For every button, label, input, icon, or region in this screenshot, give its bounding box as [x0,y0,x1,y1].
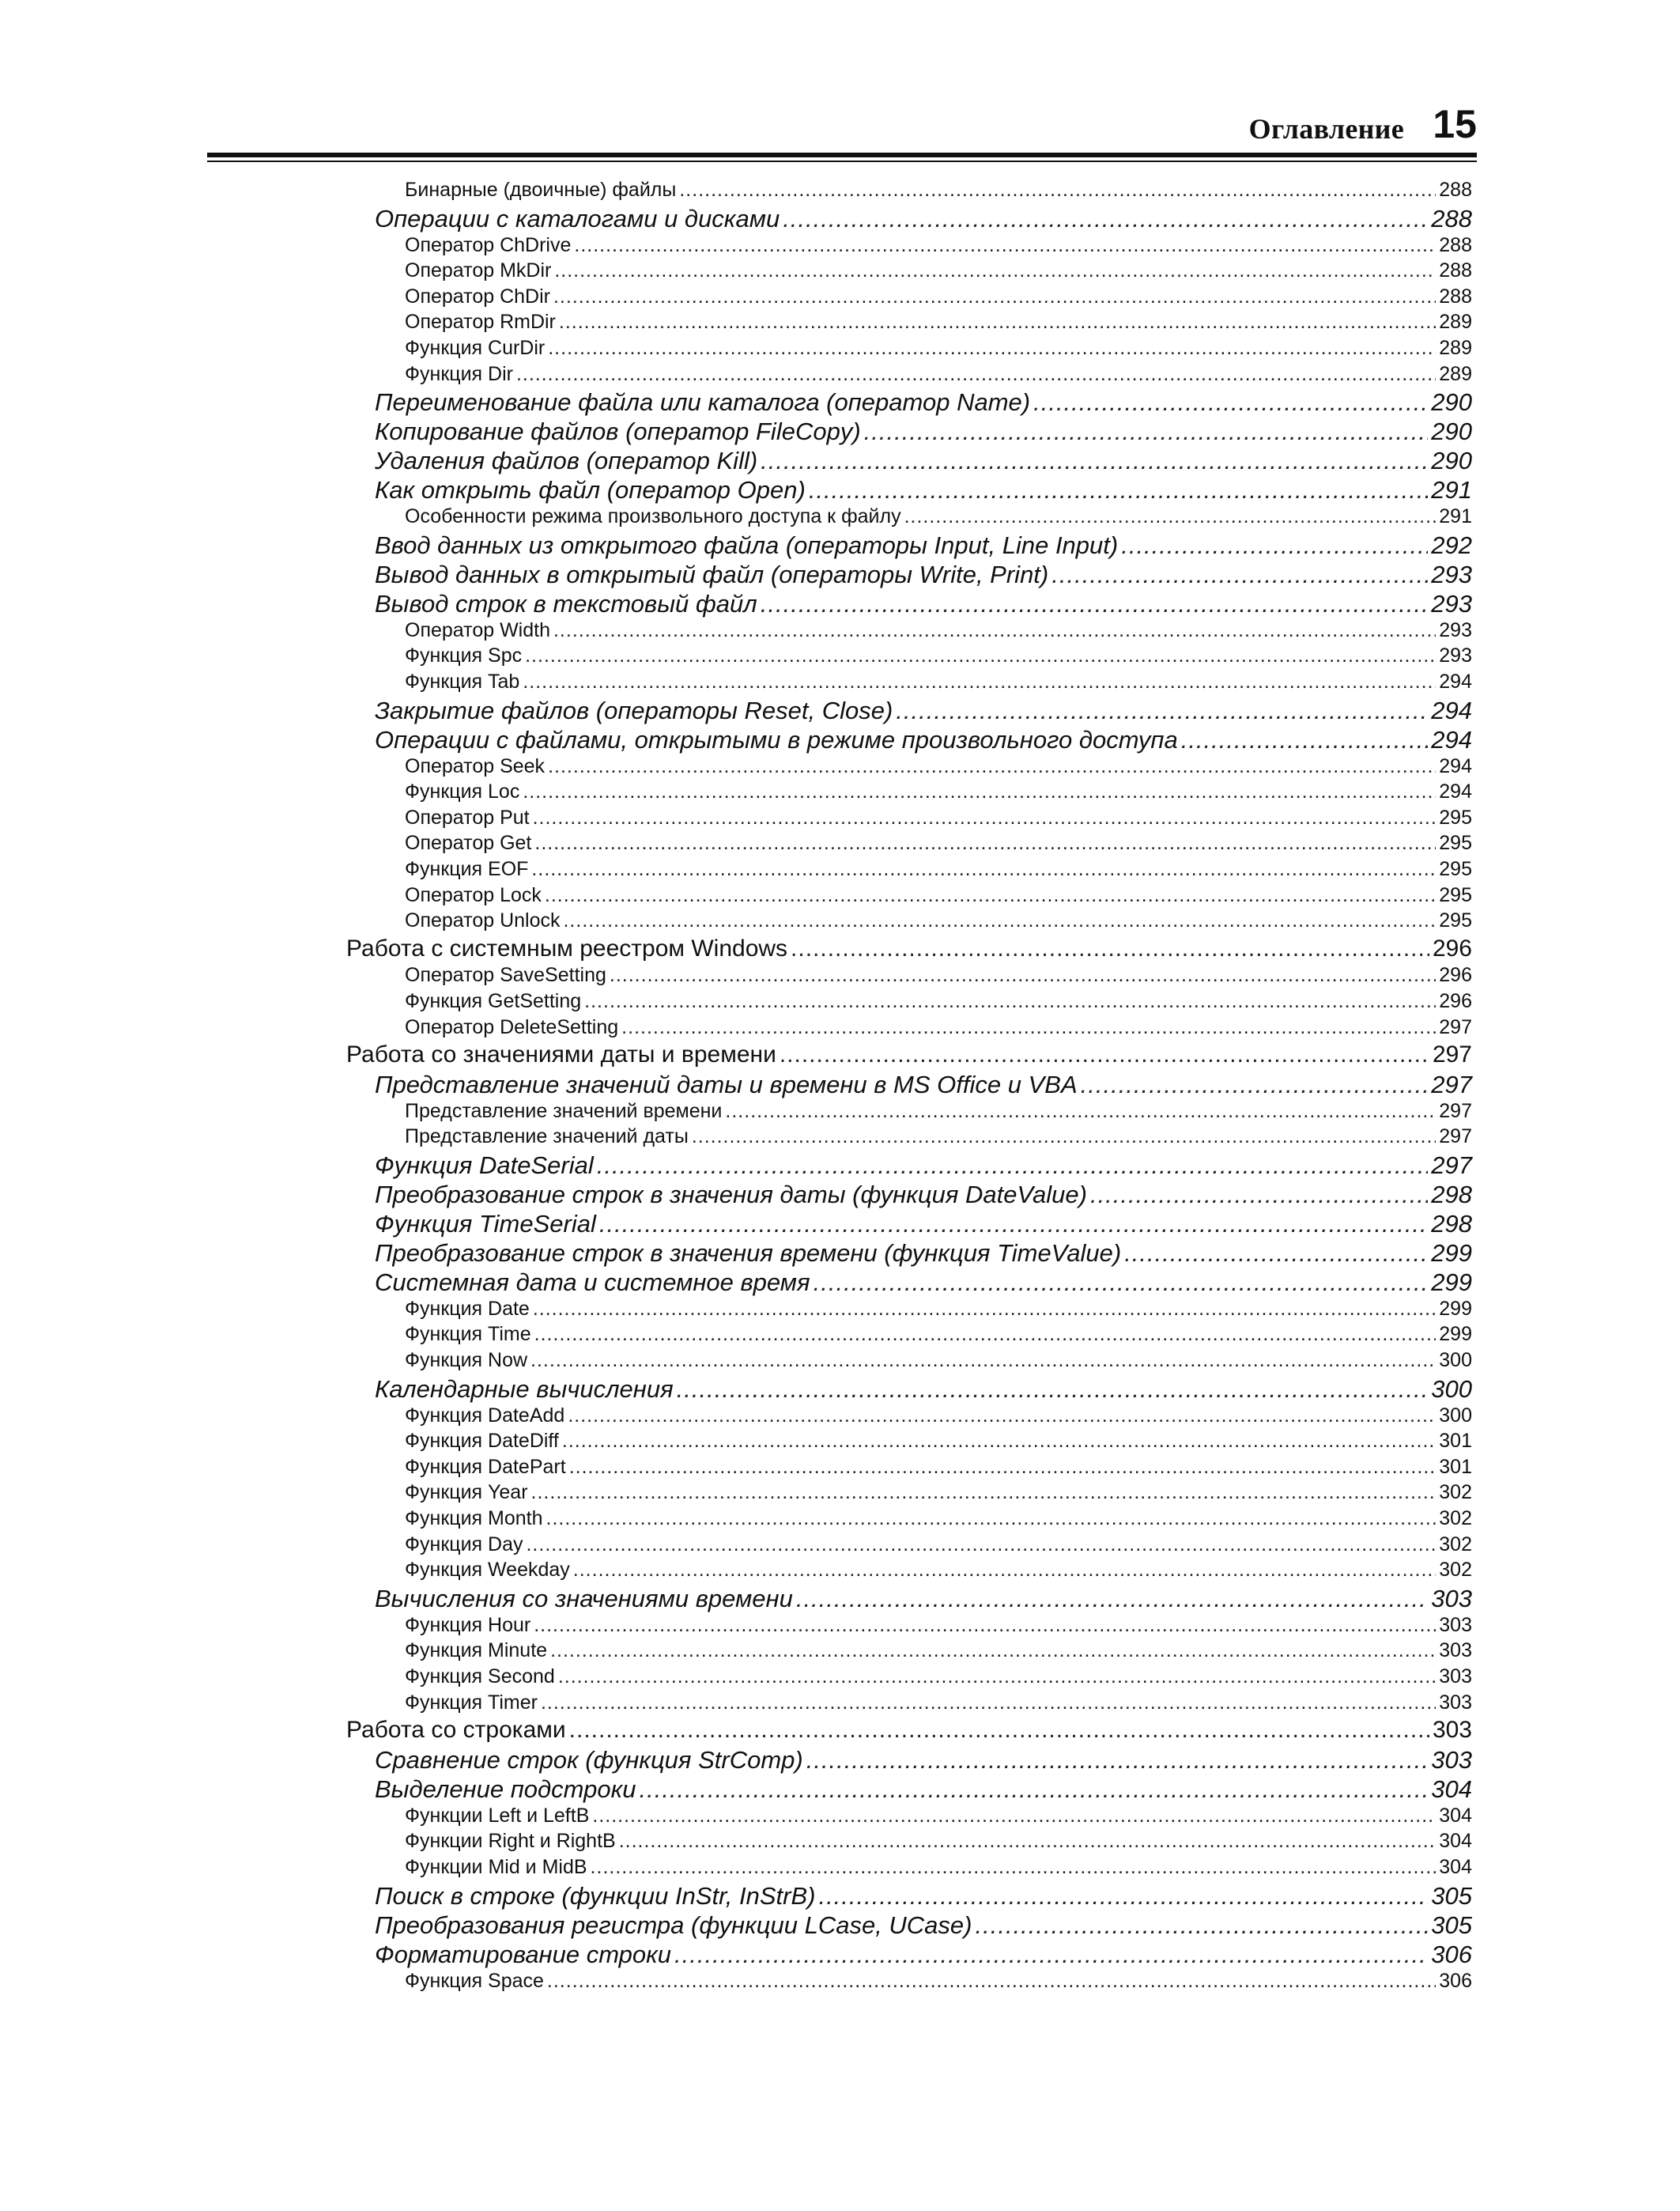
toc-leader-dots [530,1349,1436,1372]
toc-leader-dots [597,1151,1429,1180]
toc-entry[interactable] [375,1181,1472,1209]
toc-leader-dots [573,1559,1436,1582]
toc-leader-dots [610,964,1436,987]
toc-entry-title: Функция EOF [405,858,529,880]
toc-entry-title: Ввод данных из открытого файла (операторы Input, Line Input) [375,531,1119,559]
toc-entry-title: Операции с каталогами и дисками [375,204,780,232]
toc-entry-page: 306 [1439,1969,1472,1992]
toc-leader-dots [548,337,1436,360]
toc-entry[interactable] [405,337,1472,360]
toc-entry-page: 302 [1439,1559,1472,1582]
toc-entry[interactable] [405,311,1472,334]
toc-entry[interactable] [405,1298,1472,1321]
toc-entry[interactable] [405,1430,1472,1453]
toc-entry-title: Переименование файла или каталога (оператор Name) [375,388,1031,417]
toc-entry-title: Удаления файлов (оператор Kill) [375,447,758,475]
toc-entry-title: Сравнение строк (функция StrComp) [375,1745,803,1774]
toc-entry-page: 303 [1439,1665,1472,1688]
toc-entry-title: Вычисления со значениями времени [375,1584,793,1612]
toc-leader-dots [541,1691,1436,1714]
toc-entry[interactable] [346,1717,1472,1744]
toc-leader-dots [559,311,1436,334]
toc-entry[interactable] [405,619,1472,642]
toc-entry-page: 295 [1439,858,1472,880]
toc-entry-page: 297 [1439,1015,1472,1038]
toc-entry-page: 294 [1439,754,1472,777]
toc-entry[interactable] [375,1239,1472,1268]
toc-entry-page: 290 [1431,388,1472,417]
toc-leader-dots [976,1911,1429,1940]
toc-leader-dots [531,1481,1436,1504]
toc-leader-dots [548,755,1436,778]
toc-entry-title: Выделение подстроки [375,1774,636,1803]
toc-entry-title: Функции Right и RightB [405,1830,616,1853]
page-header [0,102,1477,155]
toc-leader-dots [592,1805,1436,1827]
toc-entry-page: 288 [1439,259,1472,282]
toc-entry-page: 295 [1439,806,1472,829]
toc-entry-page: 304 [1439,1855,1472,1878]
toc-entry[interactable] [405,179,1472,202]
toc-entry-page: 294 [1431,696,1472,724]
toc-entry[interactable] [405,671,1472,694]
toc-leader-dots [904,505,1436,528]
toc-leader-dots [791,935,1429,962]
toc-entry-page: 293 [1439,618,1472,641]
toc-entry-page: 294 [1439,671,1472,693]
toc-entry-title: Функция Loc [405,780,520,803]
toc-entry-page: 290 [1431,447,1472,475]
toc-entry-title: Функция Second [405,1665,555,1688]
toc-entry-title: Функция DatePart [405,1455,566,1478]
toc-entry-title: Работа со строками [346,1717,566,1744]
toc-leader-dots [547,1970,1436,1993]
toc-entry[interactable] [375,1941,1472,1969]
running-head-title: Оглавление [1248,113,1404,145]
toc-entry[interactable] [405,1856,1472,1879]
toc-entry-title: Особенности режима произвольного доступа к файлу [405,505,901,528]
toc-entry-page: 302 [1439,1481,1472,1504]
toc-entry-page: 299 [1431,1238,1472,1267]
toc-leader-dots [545,884,1436,907]
toc-leader-dots [1181,726,1429,754]
toc-entry[interactable] [405,858,1472,881]
toc-entry-title: Функции Mid и MidB [405,1855,587,1878]
toc-entry[interactable] [346,1041,1472,1068]
toc-entry-title: Представление значений даты [405,1125,689,1148]
toc-entry-page: 300 [1431,1374,1472,1403]
toc-entry-page: 302 [1439,1533,1472,1555]
toc-entry-page: 297 [1431,1151,1472,1179]
toc-entry[interactable] [405,234,1472,257]
toc-entry[interactable] [405,1970,1472,1993]
toc-entry-page: 299 [1439,1323,1472,1346]
toc-entry-title: Функции Left и LeftB [405,1804,590,1827]
page-number: 15 [1433,102,1477,146]
toc-entry-title: Поиск в строке (функции InStr, InStrB) [375,1881,816,1910]
toc-entry-page: 297 [1439,1099,1472,1122]
toc-leader-dots [533,807,1436,830]
toc-entry[interactable] [375,447,1472,475]
toc-entry-page: 299 [1439,1297,1472,1320]
toc-entry-title: Представление значений даты и времени в MS Office и VBA [375,1070,1078,1098]
toc-entry[interactable] [405,807,1472,830]
toc-entry-title: Оператор RmDir [405,311,556,334]
toc-entry[interactable] [375,1151,1472,1180]
toc-entry-page: 297 [1432,1041,1472,1068]
toc-entry-page: 303 [1439,1691,1472,1714]
header-rule-thin [207,161,1477,162]
toc-leader-dots [563,909,1436,932]
toc-entry-page: 293 [1431,589,1472,618]
toc-entry-title: Функция Month [405,1507,543,1529]
toc-entry-page: 303 [1439,1613,1472,1636]
toc-leader-dots [553,619,1436,642]
toc-entry-title: Функция TimeSerial [375,1209,596,1238]
toc-leader-dots [553,285,1436,308]
toc-leader-dots [534,832,1436,855]
toc-entry[interactable] [375,205,1472,233]
toc-entry-title: Копирование файлов (оператор FileCopy) [375,418,861,446]
toc-entry-page: 295 [1439,832,1472,855]
toc-entry-page: 305 [1431,1881,1472,1910]
toc-entry-page: 294 [1431,725,1472,754]
toc-entry-title: Бинарные (двоичные) файлы [405,179,677,201]
toc-entry-title: Функция Date [405,1297,530,1320]
toc-entry-title: Преобразования регистра (функции LCase, UCase) [375,1911,972,1939]
toc-entry-page: 296 [1439,989,1472,1012]
toc-entry-title: Как открыть файл (оператор Open) [375,476,806,505]
toc-entry[interactable] [405,1507,1472,1530]
toc-entry[interactable] [405,505,1472,528]
toc-entry[interactable] [405,1830,1472,1853]
toc-leader-dots [677,1375,1429,1404]
toc-entry[interactable] [405,1614,1472,1637]
toc-leader-dots [780,1041,1429,1068]
toc-entry-page: 301 [1439,1430,1472,1453]
toc-entry-page: 295 [1439,883,1472,906]
toc-entry-title: Оператор Seek [405,754,546,777]
toc-entry[interactable] [405,1639,1472,1662]
toc-entry[interactable] [405,1456,1472,1479]
toc-entry-title: Оператор MkDir [405,259,552,282]
toc-leader-dots [526,1533,1436,1556]
toc-entry-page: 293 [1439,644,1472,667]
toc-entry-title: Системная дата и системное время [375,1268,810,1296]
toc-entry-title: Оператор SaveSetting [405,964,606,987]
toc-entry[interactable] [405,644,1472,667]
toc-leader-dots [1124,1239,1428,1268]
toc-leader-dots [864,418,1429,446]
toc-leader-dots [809,476,1428,505]
toc-entry[interactable] [405,285,1472,308]
toc-leader-dots [554,259,1436,282]
toc-leader-dots [569,1717,1429,1744]
toc-entry[interactable] [405,990,1472,1013]
toc-leader-dots [674,1941,1428,1969]
toc-entry[interactable] [375,1071,1472,1099]
toc-entry[interactable] [405,755,1472,778]
toc-entry-title: Функция GetSetting [405,989,582,1012]
toc-leader-dots [761,590,1429,618]
toc-entry-page: 306 [1431,1940,1472,1968]
toc-entry-page: 294 [1439,780,1472,803]
toc-entry-title: Оператор Put [405,806,530,829]
toc-leader-dots [761,447,1428,475]
toc-leader-dots [534,1614,1436,1637]
toc-entry-page: 288 [1439,179,1472,201]
toc-entry[interactable] [375,476,1472,505]
toc-entry-title: Функция DateAdd [405,1404,565,1427]
toc-entry-title: Работа со значениями даты и времени [346,1041,776,1068]
toc-entry-page: 288 [1439,285,1472,308]
toc-entry[interactable] [405,1559,1472,1582]
toc-leader-dots [1121,531,1428,560]
toc-entry[interactable] [405,964,1472,987]
toc-entry-page: 293 [1431,560,1472,588]
toc-entry-title: Функция Space [405,1969,544,1992]
toc-entry[interactable] [405,1665,1472,1688]
toc-leader-dots [546,1507,1436,1530]
toc-entry-title: Функция Tab [405,671,520,693]
toc-entry-title: Оператор ChDrive [405,233,572,256]
toc-entry-page: 289 [1439,337,1472,359]
toc-leader-dots [569,1456,1436,1479]
toc-entry-page: 291 [1431,476,1472,505]
toc-entry-title: Преобразование строк в значения времени (функция TimeValue) [375,1238,1122,1267]
toc-leader-dots [1090,1181,1428,1209]
toc-leader-dots [621,1016,1436,1039]
toc-entry-page: 298 [1431,1180,1472,1208]
toc-entry-page: 289 [1439,311,1472,334]
toc-entry-title: Оператор Width [405,618,550,641]
toc-leader-dots [558,1665,1436,1688]
toc-leader-dots [574,234,1436,257]
toc-leader-dots [896,697,1428,725]
toc-entry-title: Календарные вычисления [375,1374,674,1403]
toc-entry-title: Закрытие файлов (операторы Reset, Close) [375,696,893,724]
toc-entry[interactable] [375,1210,1472,1238]
toc-entry-title: Функция DateSerial [375,1151,594,1179]
toc-entry-title: Функция Now [405,1349,528,1371]
toc-entry-title: Функция Hour [405,1613,531,1636]
toc-entry-page: 305 [1431,1911,1472,1939]
toc-entry-page: 303 [1431,1745,1472,1774]
toc-entry-page: 291 [1439,505,1472,528]
toc-entry-page: 299 [1431,1268,1472,1296]
toc-entry[interactable] [375,1746,1472,1774]
toc-leader-dots [562,1430,1436,1453]
toc-entry[interactable] [375,726,1472,754]
toc-leader-dots [516,363,1436,386]
toc-entry[interactable] [405,884,1472,907]
toc-entry-page: 300 [1439,1404,1472,1427]
toc-entry-page: 300 [1439,1349,1472,1371]
toc-leader-dots [1033,388,1428,417]
toc-entry-title: Вывод строк в текстовый файл [375,589,757,618]
toc-entry[interactable] [375,531,1472,560]
toc-entry-page: 296 [1432,935,1472,962]
toc-entry-title: Функция Minute [405,1639,548,1662]
toc-entry[interactable] [375,697,1472,725]
toc-entry-title: Оператор Unlock [405,909,561,932]
toc-entry-title: Функция Timer [405,1691,538,1714]
toc-entry[interactable] [375,418,1472,446]
toc-entry[interactable] [375,1775,1472,1804]
toc-entry[interactable] [405,1805,1472,1827]
toc-entry[interactable] [405,1016,1472,1039]
toc-entry-page: 290 [1431,418,1472,446]
toc-entry[interactable] [405,832,1472,855]
toc-entry-title: Функция Day [405,1533,523,1555]
toc-leader-dots [531,858,1436,881]
toc-entry[interactable] [375,1882,1472,1911]
toc-entry-page: 304 [1439,1804,1472,1827]
toc-leader-dots [523,780,1436,803]
toc-leader-dots [619,1830,1436,1853]
toc-entry[interactable] [405,1323,1472,1346]
toc-entry-title: Представление значений времени [405,1099,723,1122]
toc-entry[interactable] [375,1375,1472,1404]
toc-entry-title: Форматирование строки [375,1940,672,1968]
toc-entry[interactable] [375,1585,1472,1613]
toc-leader-dots [679,179,1436,202]
toc-leader-dots [1081,1071,1429,1099]
toc-leader-dots [692,1125,1436,1148]
toc-leader-dots [523,671,1436,694]
toc-leader-dots [818,1882,1428,1911]
toc-entry-title: Оператор DeleteSetting [405,1015,619,1038]
toc-entry[interactable] [405,1349,1472,1372]
toc-entry-title: Функция Weekday [405,1559,570,1582]
toc-entry-title: Оператор Get [405,832,532,855]
toc-entry[interactable] [405,780,1472,803]
toc-entry[interactable] [375,561,1472,589]
toc-entry-page: 288 [1439,233,1472,256]
toc-entry[interactable] [405,1100,1472,1123]
toc-leader-dots [591,1856,1436,1879]
toc-leader-dots [584,990,1436,1013]
toc-entry-page: 288 [1431,204,1472,232]
toc-leader-dots [550,1639,1436,1662]
toc-leader-dots [1051,561,1428,589]
toc-entry-page: 292 [1431,531,1472,559]
toc-entry[interactable] [405,1404,1472,1427]
toc-entry-title: Функция Dir [405,362,513,385]
toc-leader-dots [568,1404,1436,1427]
toc-leader-dots [806,1746,1429,1774]
toc-entry-title: Оператор ChDir [405,285,550,308]
toc-leader-dots [599,1210,1428,1238]
toc-entry-page: 297 [1431,1070,1472,1098]
toc-entry-page: 304 [1439,1830,1472,1853]
toc-entry[interactable] [405,1125,1472,1148]
toc-entry-title: Функция Spc [405,644,523,667]
toc-entry[interactable] [405,1533,1472,1556]
toc-entry[interactable] [346,935,1472,962]
toc-entry-page: 303 [1439,1639,1472,1662]
toc-entry-title: Функция DateDiff [405,1430,559,1453]
toc-leader-dots [534,1323,1436,1346]
toc-entry-title: Функция Time [405,1323,531,1346]
toc-leader-dots [796,1585,1428,1613]
toc-leader-dots [725,1100,1436,1123]
toc-entry[interactable] [405,1691,1472,1714]
toc-entry[interactable] [375,1268,1472,1297]
toc-entry-page: 295 [1439,909,1472,932]
toc-entry-page: 304 [1431,1774,1472,1803]
toc-entry-page: 297 [1439,1125,1472,1148]
toc-entry-title: Функция CurDir [405,337,546,359]
toc-entry-title: Функция Year [405,1481,528,1504]
toc-entry-page: 298 [1431,1209,1472,1238]
toc-entry[interactable] [375,388,1472,417]
toc-leader-dots [814,1268,1429,1297]
toc-leader-dots [525,644,1436,667]
toc-entry-title: Оператор Lock [405,883,542,906]
toc-entry[interactable] [375,1911,1472,1940]
toc-entry[interactable] [405,259,1472,282]
toc-leader-dots [533,1298,1436,1321]
toc-entry-title: Вывод данных в открытый файл (операторы Write, Print) [375,560,1049,588]
toc-entry-page: 301 [1439,1455,1472,1478]
toc-leader-dots [783,205,1428,233]
header-rule-thick [207,153,1477,157]
toc-entry-page: 303 [1432,1717,1472,1744]
toc-entry[interactable] [405,909,1472,932]
toc-entry-page: 296 [1439,964,1472,987]
toc-entry[interactable] [405,1481,1472,1504]
toc-entry-page: 303 [1431,1584,1472,1612]
toc-entry-title: Операции с файлами, открытыми в режиме произвольного доступа [375,725,1178,754]
toc-entry-title: Работа с системным реестром Windows [346,935,788,962]
toc-entry-page: 289 [1439,362,1472,385]
toc-entry-title: Преобразование строк в значения даты (функция DateValue) [375,1180,1087,1208]
toc-entry[interactable] [405,363,1472,386]
toc-entry-page: 302 [1439,1507,1472,1529]
toc-entry[interactable] [375,590,1472,618]
toc-leader-dots [639,1775,1428,1804]
